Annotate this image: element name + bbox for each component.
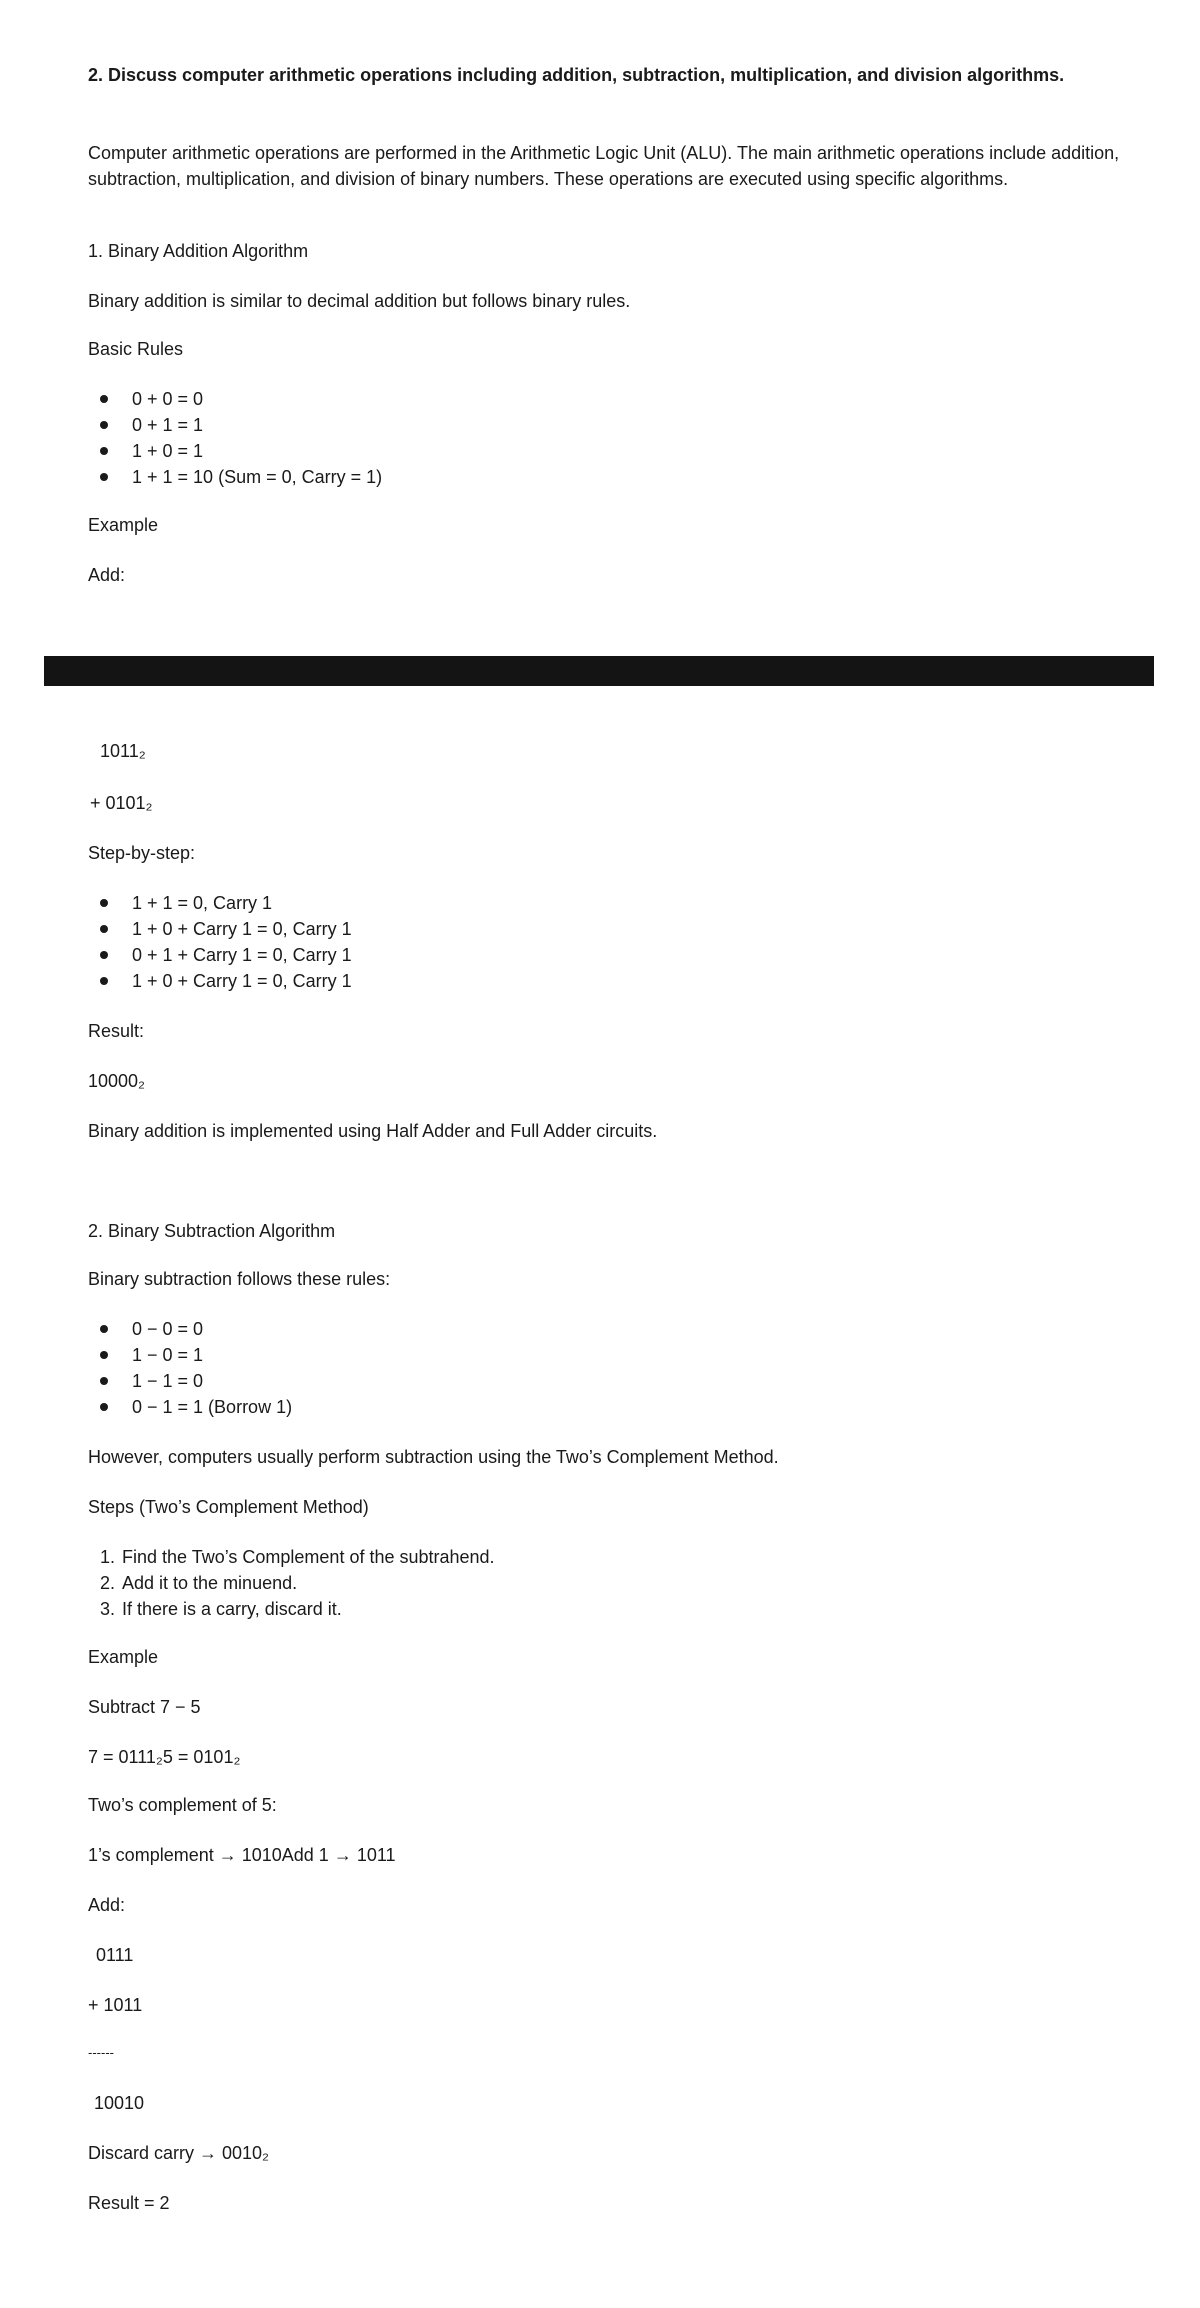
- addition-result: 10000₂: [88, 1071, 146, 1091]
- page-title: 2. Discuss computer arithmetic operations including addition, subtraction, multiplication, and division algorithms.: [88, 65, 1065, 85]
- list-item: 0 − 0 = 0: [88, 1316, 292, 1342]
- subtraction-steps-list: [88, 1544, 495, 1622]
- subtraction-complement: 1’s complement → 1010Add 1 → 1011: [88, 1845, 396, 1865]
- list-item: 1 + 1 = 0, Carry 1: [88, 890, 352, 916]
- subtraction-description: Binary subtraction follows these rules:: [88, 1269, 391, 1289]
- subtraction-steps-label: Steps (Two’s Complement Method): [88, 1497, 369, 1517]
- subtraction-rules-list: [88, 1316, 292, 1420]
- subtraction-values: 7 = 0111₂5 = 0101₂: [88, 1747, 241, 1767]
- intro-paragraph: Computer arithmetic operations are performed in the Arithmetic Logic Unit (ALU). The main arithmetic operations include addition, subtraction, multiplication, and division of binary numbers. These operations are executed using specific algorithms.: [88, 143, 1120, 189]
- list-item: 1 + 0 = 1: [88, 438, 382, 464]
- subtraction-rule-line: ------: [88, 2045, 114, 2060]
- addition-steps-list: [88, 890, 352, 994]
- list-item: 0 − 1 = 1 (Borrow 1): [88, 1394, 292, 1420]
- list-item: 2. Add it to the minuend.: [100, 1573, 298, 1593]
- list-item: 0 + 1 = 1: [88, 412, 382, 438]
- addition-operand-2: + 0101₂: [90, 793, 153, 813]
- addition-operand-1: 1011₂: [100, 741, 146, 761]
- list-item: 1 + 0 + Carry 1 = 0, Carry 1: [88, 916, 352, 942]
- list-item: 3. If there is a carry, discard it.: [100, 1599, 342, 1619]
- addition-note: Binary addition is implemented using Half Adder and Full Adder circuits.: [88, 1121, 658, 1141]
- subtraction-example-label: Example: [88, 1647, 159, 1667]
- addition-add-label: Add:: [88, 565, 126, 585]
- addition-rules-label: Basic Rules: [88, 339, 184, 359]
- subtraction-problem: Subtract 7 − 5: [88, 1697, 201, 1717]
- subtraction-operand-2: + 1011: [88, 1995, 143, 2015]
- addition-rules-list: [88, 386, 382, 490]
- subtraction-complement-label: Two’s complement of 5:: [88, 1795, 277, 1815]
- list-item: 0 + 0 = 0: [88, 386, 382, 412]
- addition-result-label: Result:: [88, 1021, 145, 1041]
- subtraction-sum: 10010: [94, 2093, 145, 2113]
- list-item: 1 − 1 = 0: [88, 1368, 292, 1394]
- subtraction-heading: 2. Binary Subtraction Algorithm: [88, 1221, 336, 1241]
- list-item: 1. Find the Two’s Complement of the subtrahend.: [100, 1547, 495, 1567]
- subtraction-method-note: However, computers usually perform subtraction using the Two’s Complement Method.: [88, 1447, 779, 1467]
- list-item: 1 + 0 + Carry 1 = 0, Carry 1: [88, 968, 352, 994]
- addition-heading: 1. Binary Addition Algorithm: [88, 241, 309, 261]
- addition-steps-label: Step-by-step:: [88, 843, 196, 863]
- redaction-bar: [44, 656, 1154, 686]
- list-item: 1 + 1 = 10 (Sum = 0, Carry = 1): [88, 464, 382, 490]
- subtraction-result: Result = 2: [88, 2193, 170, 2213]
- subtraction-discard: Discard carry → 0010₂: [88, 2143, 270, 2163]
- addition-description: Binary addition is similar to decimal addition but follows binary rules.: [88, 291, 631, 311]
- addition-example-label: Example: [88, 515, 159, 535]
- list-item: 1 − 0 = 1: [88, 1342, 292, 1368]
- subtraction-operand-1: 0111: [96, 1945, 134, 1965]
- subtraction-add-label: Add:: [88, 1895, 126, 1915]
- list-item: 0 + 1 + Carry 1 = 0, Carry 1: [88, 942, 352, 968]
